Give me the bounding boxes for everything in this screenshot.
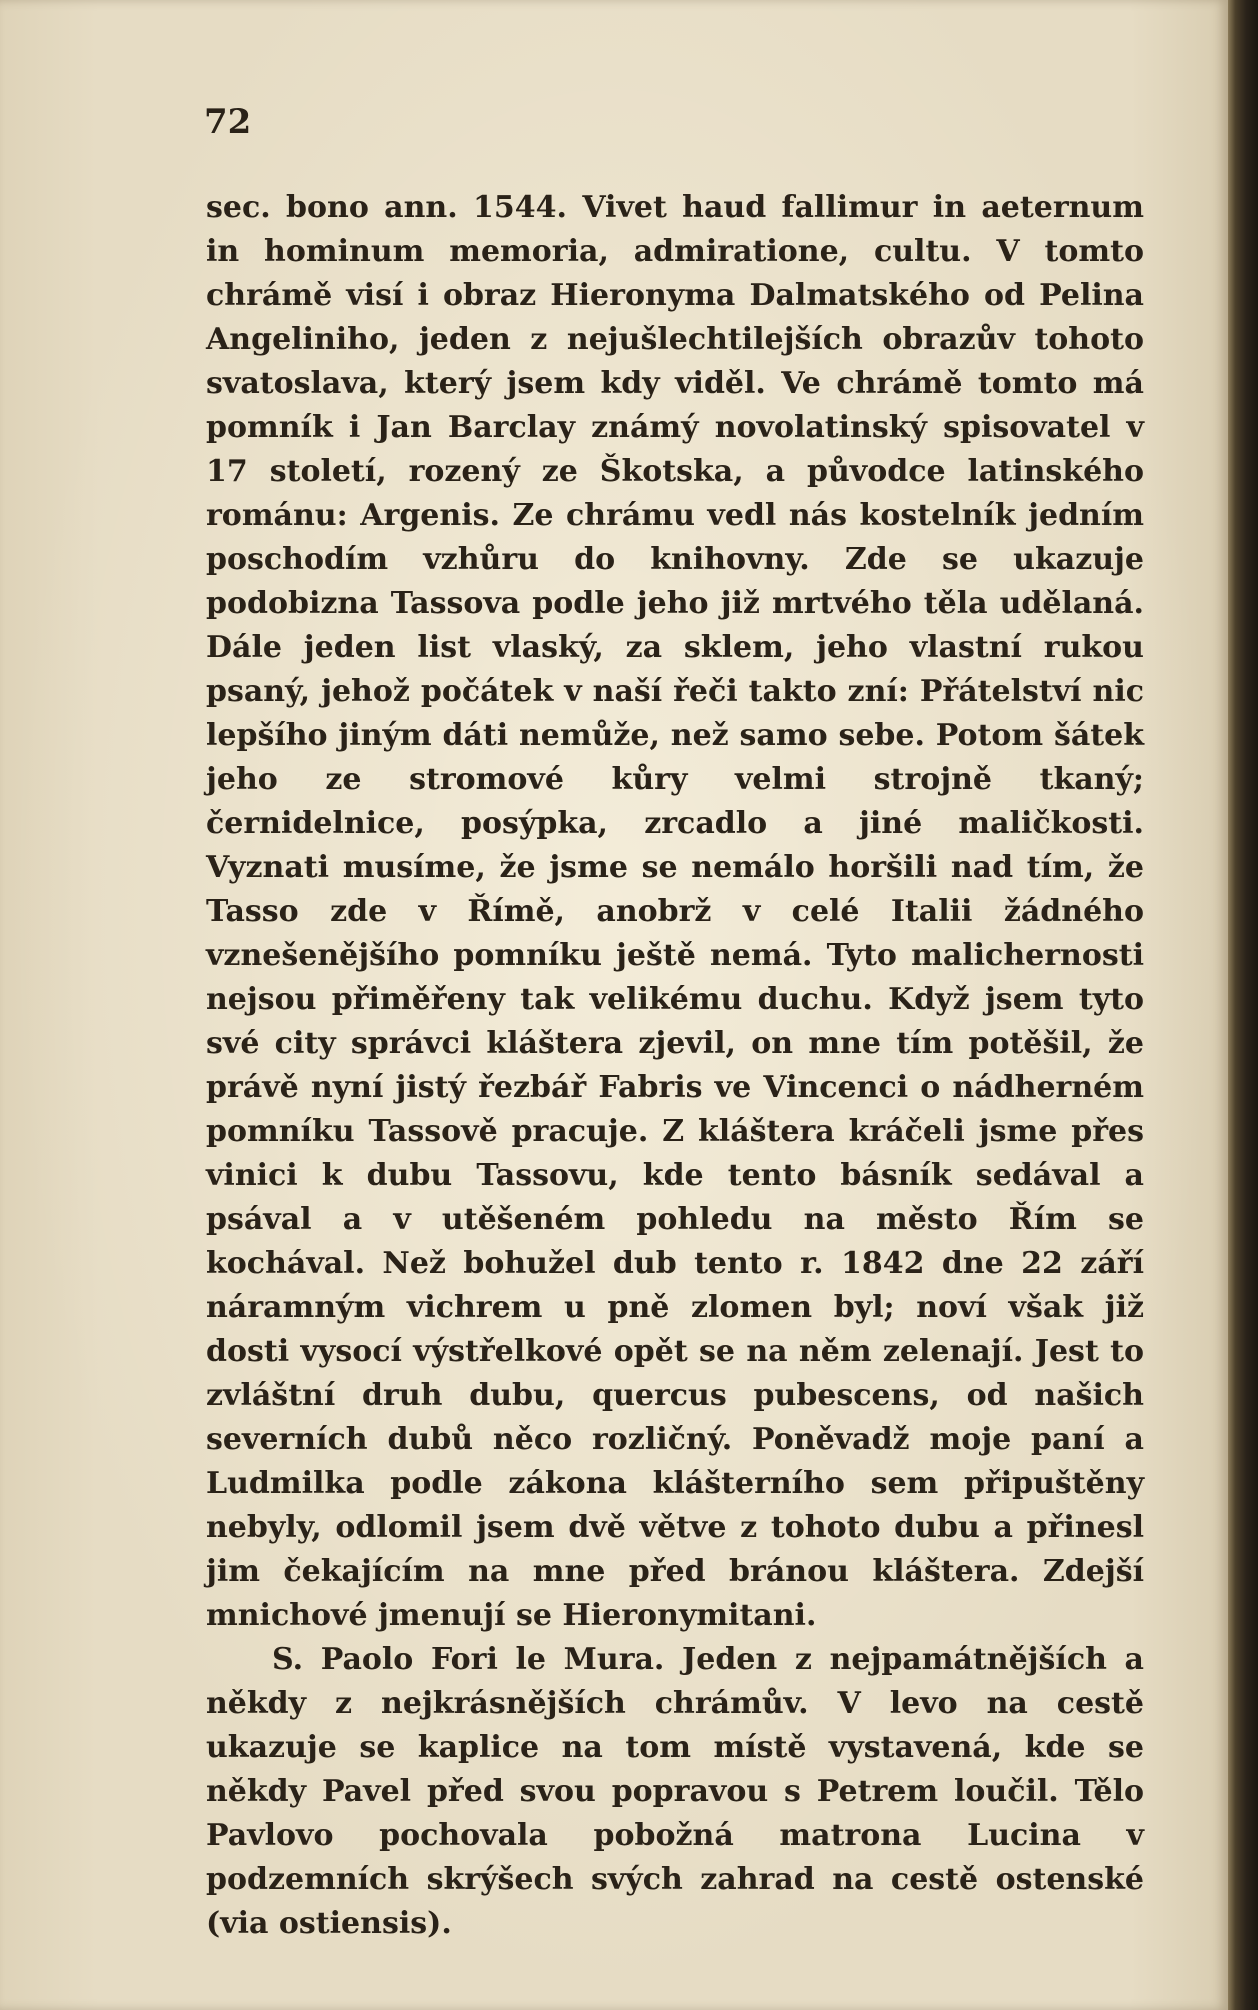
paragraph: sec. bono ann. 1544. Vivet haud fallimur in aeternum in hominum memoria, admiratione, cultu. V tomto chrámě visí i obraz Hieronyma Dalmatského od Pelina Angeliniho, jeden z nejušlechtilejších obrazův tohoto svatoslava, který jsem kdy viděl. Ve chrámě tomto má pomník i Jan Barclay známý novolatinský spisovatel v 17 století, rozený ze Škotska, a původce latinského románu: Argenis. Ze chrámu vedl nás kostelník jedním poschodím vzhůru do knihovny. Zde se ukazuje podobizna Tassova podle jeho již mrtvého těla udělaná. Dále jeden list vlaský, za sklem, jeho vlastní rukou psaný, jehož počátek v naší řeči takto zní: Přátelství nic lepšího jiným dáti nemůže, než samo sebe. Potom šátek jeho ze stromové kůry velmi strojně tkaný; černidelnice, posýpka, zrcadlo a jiné maličkosti. Vyznati musíme, že jsme se nemálo horšili nad tím, že Tasso zde v Římě, anobrž v celé Italii žádného vznešenějšího pomníku ještě nemá. Tyto malichernosti nejsou přiměřeny tak velikému duchu. Když jsem tyto své city správci kláštera zjevil, on mne tím potěšil, že právě nyní jistý řezbář Fabris ve Vincenci o nádherném pomníku Tassově pracuje. Z kláštera kráčeli jsme přes vinici k dubu Tassovu, kde tento básník sedával a psával a v utěšeném pohledu na město Řím se kochával. Než bohužel dub tento r. 1842 dne 22 září náramným vichrem u pně zlomen byl; noví však již dosti vysocí výstřelkové opět se na něm zelenají. Jest to zvláštní druh dubu, quercus pubescens, od našich severních dubů něco rozličný. Poněvadž moje paní a Ludmilka podle zákona klášterního sem připuštěny nebyly, odlomil jsem dvě větve z tohoto dubu a přinesl jim čekajícím na mne před bránou kláštera. Zdejší mnichové jmenují se Hieronymitani.: [206, 190, 1144, 1633]
page-number: 72: [204, 102, 252, 142]
paragraph: S. Paolo Fori le Mura. Jeden z nejpamátnějších a někdy z nejkrásnějších chrámův. V levo na cestě ukazuje se kaplice na tom místě vystavená, kde se někdy Pavel před svou popravou s Petrem loučil. Tělo Pavlovo pochovala pobožná matrona Lucina v podzemních skrýšech svých zahrad na cestě ostenské (via ostiensis).: [206, 1642, 1144, 1941]
page-text: [206, 186, 1144, 1946]
book-edge: [1228, 0, 1258, 2010]
